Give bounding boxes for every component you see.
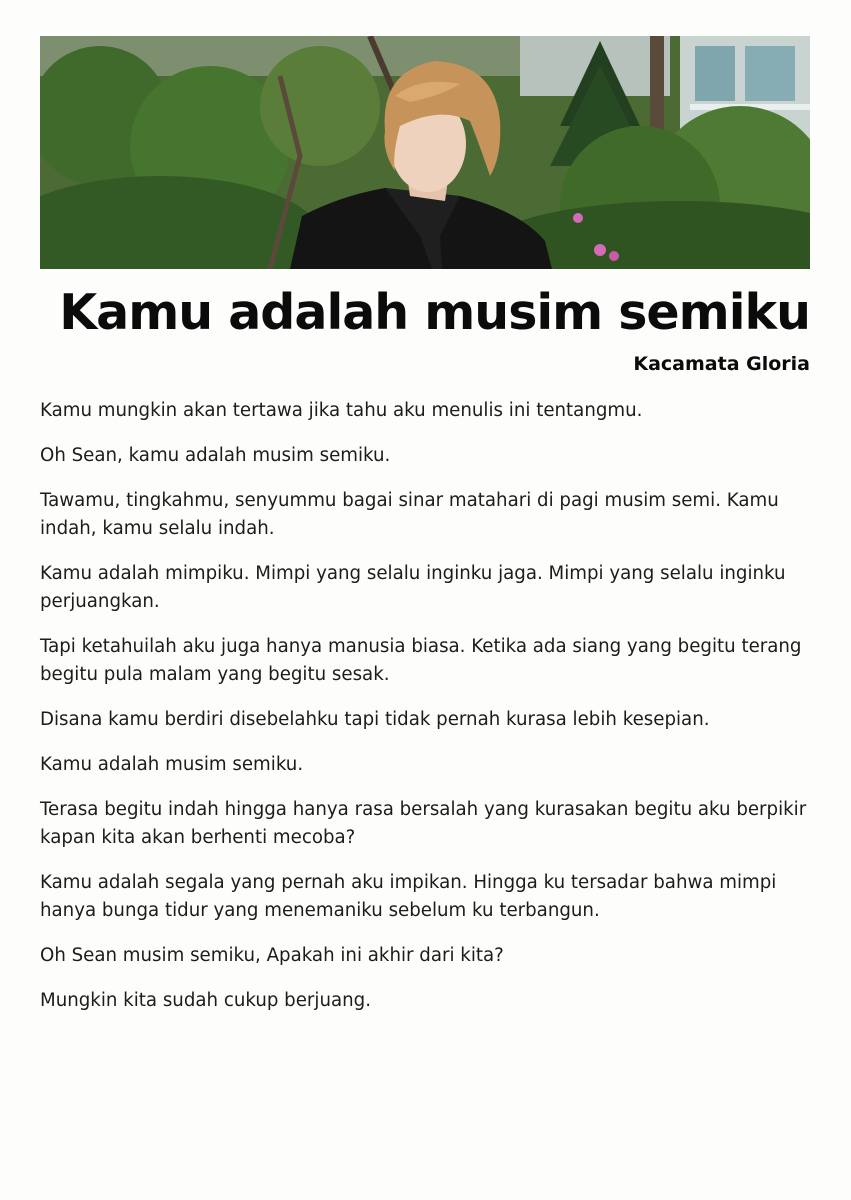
poem-paragraph: Terasa begitu indah hingga hanya rasa bersalah yang kurasakan begitu aku berpikir kapan kita akan berhenti mecoba? [40,799,807,848]
poem-paragraph: Mungkin kita sudah cukup berjuang. [40,990,371,1011]
poem-paragraph: Tapi ketahuilah aku juga hanya manusia biasa. Ketika ada siang yang begitu terang begitu pula malam yang begitu sesak. [40,636,802,685]
author-name: Kacamata Gloria [633,353,810,375]
poem-paragraph: Oh Sean, kamu adalah musim semiku. [40,445,391,466]
poem-body [40,397,820,1032]
poem-paragraph: Kamu mungkin akan tertawa jika tahu aku menulis ini tentangmu. [40,400,643,421]
poem-title: Kamu adalah musim semiku [59,284,810,341]
poem-paragraph: Kamu adalah musim semiku. [40,754,304,775]
poem-paragraph: Oh Sean musim semiku, Apakah ini akhir dari kita? [40,945,504,966]
poem-paragraph: Kamu adalah mimpiku. Mimpi yang selalu inginku jaga. Mimpi yang selalu inginku perjuangkan. [40,563,786,612]
header-photo [40,36,810,269]
poem-paragraph: Kamu adalah segala yang pernah aku impikan. Hingga ku tersadar bahwa mimpi hanya bunga tidur yang menemaniku sebelum ku terbangun. [40,872,777,921]
poem-paragraph: Tawamu, tingkahmu, senyummu bagai sinar matahari di pagi musim semi. Kamu indah, kamu selalu indah. [40,490,779,539]
poem-paragraph: Disana kamu berdiri disebelahku tapi tidak pernah kurasa lebih kesepian. [40,709,710,730]
